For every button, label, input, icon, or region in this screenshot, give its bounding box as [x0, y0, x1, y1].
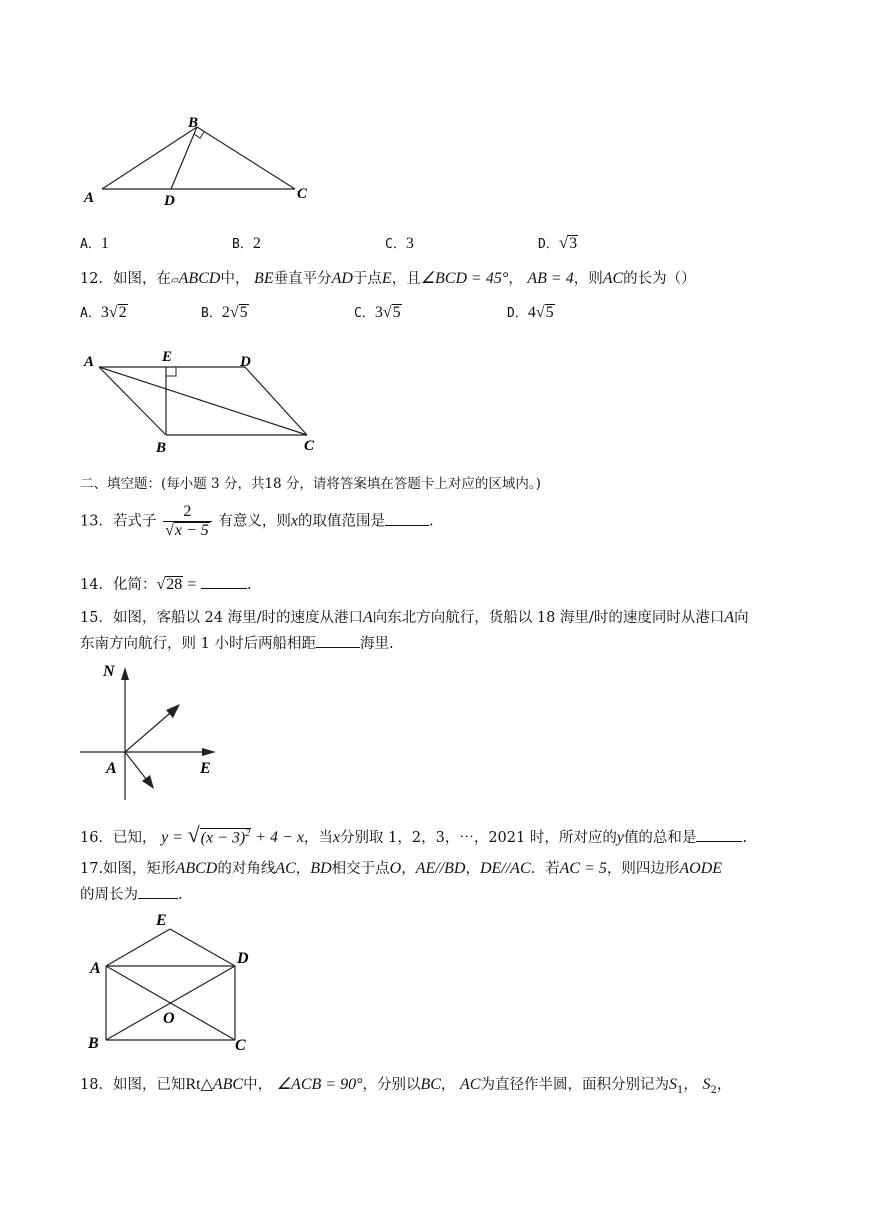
- q16-answer-blank[interactable]: [696, 841, 742, 842]
- q11-label-a: A: [84, 190, 95, 206]
- q11-option-a: A．1: [80, 235, 109, 252]
- q11-option-c: C．3: [385, 235, 414, 252]
- q15-label-n: N: [103, 663, 115, 680]
- q15-direction-figure: [80, 660, 230, 805]
- q12-option-c: C．3√5: [354, 304, 401, 321]
- q12-parallelogram-figure: [80, 345, 330, 460]
- question-18-text: 18．如图，已知Rt△ABC中， ∠ACB = 90°，分别以BC， AC为直径作半圆，面积分别记为$S_1$， $S_2$，: [80, 1076, 732, 1096]
- q11-triangle-figure: [80, 110, 320, 210]
- q12-label-a: A: [84, 354, 95, 370]
- question-17-line-2: 的周长为 .: [80, 887, 183, 903]
- q15-label-e: E: [200, 760, 211, 777]
- q17-label-c: C: [235, 1037, 246, 1054]
- question-14-text: 14．化简：√28 = .: [80, 576, 252, 593]
- question-15-line-2: 东南方向航行，则 1 小时后两船相距 海里.: [80, 636, 394, 652]
- q17-label-o: O: [163, 1010, 175, 1027]
- q12-label-e: E: [162, 349, 173, 365]
- q15-label-a: A: [106, 760, 117, 777]
- q12-option-d: D．4√5: [507, 304, 554, 321]
- q12-option-b: B．2√5: [201, 304, 248, 321]
- q15-answer-blank[interactable]: [316, 647, 360, 648]
- q12-label-c: C: [304, 438, 315, 454]
- q17-label-e: E: [156, 912, 167, 929]
- q13-answer-blank[interactable]: [385, 525, 429, 526]
- q11-label-b: B: [188, 115, 199, 131]
- q12-option-a: A．3√2: [80, 304, 127, 321]
- q17-label-d: D: [237, 950, 249, 967]
- q11-option-b: B．2: [232, 235, 261, 252]
- q14-answer-blank[interactable]: [201, 588, 247, 589]
- q11-option-d: D．√3: [538, 233, 578, 252]
- q11-label-c: C: [297, 186, 308, 202]
- question-13-text: 13．若式子 $\frac{2}{√x - 5}$ 有意义，则x的取值范围是 .: [80, 503, 434, 539]
- q12-label-d: D: [240, 354, 251, 370]
- question-12-text: 12．如图，在▱ABCD中， BE垂直平分AD于点E，且∠BCD = 45°， AB = 4，则AC的长为（）: [80, 270, 696, 287]
- q17-label-a: A: [90, 960, 101, 977]
- question-16-text: 16．已知， $y = √(x - 3)^2 + 4 - x$，当x分别取 1，2，3，⋯，2021 时，所对应的y值的总和是 .: [80, 822, 748, 847]
- question-15-line-1: 15．如图，客船以 24 海里/时的速度从港口A向东北方向航行，货船以 18 海里/时的速度同时从港口A向: [80, 609, 749, 626]
- q17-answer-blank[interactable]: [138, 898, 178, 899]
- q17-label-b: B: [88, 1035, 99, 1052]
- q11-label-d: D: [164, 193, 175, 209]
- question-17-line-1: 17.如图，矩形ABCD的对角线AC，BD相交于点O，AE//BD，DE//AC．若AC = 5，则四边形AODE: [80, 860, 723, 877]
- section-2-heading: 二、填空题：(每小题 3 分，共18 分，请将答案填在答题卡上对应的区域内。): [80, 476, 541, 492]
- q12-label-b: B: [156, 440, 167, 456]
- q13-fraction: $\frac{2}{√x - 5}$: [163, 503, 212, 540]
- q17-rectangle-figure: [80, 905, 270, 1055]
